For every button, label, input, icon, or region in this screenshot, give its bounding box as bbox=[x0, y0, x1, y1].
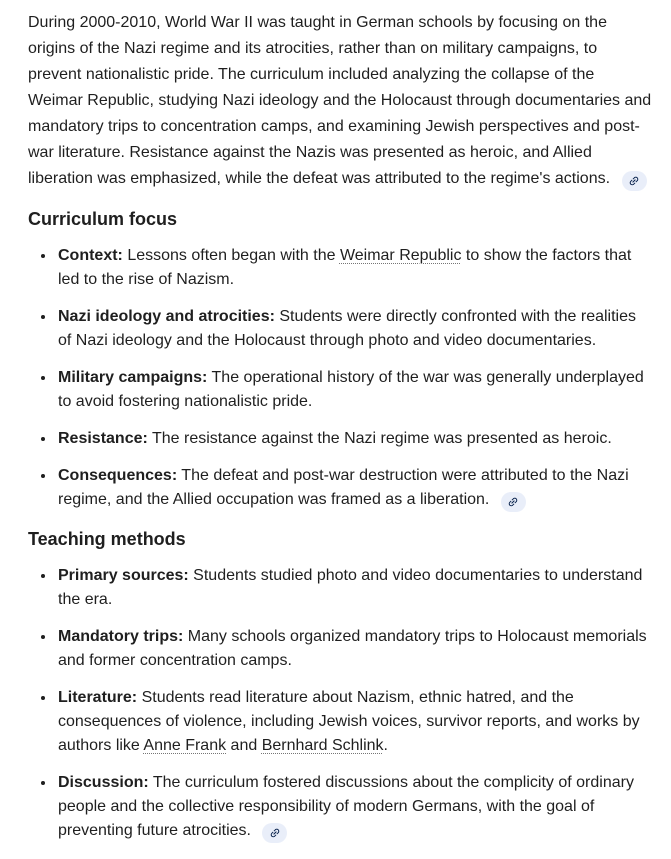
answer-section bbox=[28, 208, 653, 512]
link-icon bbox=[505, 494, 522, 511]
link-icon bbox=[266, 825, 283, 842]
list-item: • Nazi ideology and atrocities: Students were directly confronted with the realities of Nazi ideology and the Holocaust through photo and video documentaries. bbox=[56, 305, 653, 353]
list-item: • Mandatory trips: Many schools organized mandatory trips to Holocaust memorials and former concentration camps. bbox=[56, 625, 653, 673]
bullet-label: Primary sources: bbox=[58, 567, 189, 584]
intro-citation-slot bbox=[610, 170, 646, 187]
bullet-list bbox=[28, 564, 653, 843]
citation-chip[interactable] bbox=[622, 171, 647, 191]
inline-link[interactable]: Bernhard Schlink bbox=[261, 737, 384, 754]
bullet-label: Context: bbox=[58, 247, 123, 264]
list-item: • Discussion: The curriculum fostered discussions about the complicity of ordinary people and the collective responsibility of modern Germans, with the goal of preventing future atrocities. bbox=[56, 771, 653, 843]
citation-chip[interactable] bbox=[501, 492, 526, 512]
bullet-label: Resistance: bbox=[58, 430, 148, 447]
list-item: • Context: Lessons often began with the Weimar Republic to show the factors that led to the rise of Nazism. bbox=[56, 244, 653, 292]
citation-chip[interactable] bbox=[262, 823, 287, 843]
list-item: • Literature: Students read literature about Nazism, ethnic hatred, and the consequences of violence, including Jewish voices, survivor reports, and works by authors like Anne Frank and Bernhard Schlink. bbox=[56, 686, 653, 758]
section-heading: Teaching methods bbox=[28, 529, 186, 549]
inline-link[interactable]: Anne Frank bbox=[143, 737, 227, 754]
bullet-list bbox=[28, 244, 653, 512]
inline-link[interactable]: Weimar Republic bbox=[339, 247, 462, 264]
bullet-label: Military campaigns: bbox=[58, 369, 208, 386]
sections bbox=[28, 208, 653, 843]
bullet-label: Literature: bbox=[58, 689, 138, 706]
list-item: • Military campaigns: The operational history of the war was generally underplayed to avoid fostering nationalistic pride. bbox=[56, 366, 653, 414]
list-item: • Resistance: The resistance against the Nazi regime was presented as heroic. bbox=[56, 427, 653, 451]
link-icon bbox=[626, 173, 643, 190]
answer-section bbox=[28, 528, 653, 843]
bullet-label: Nazi ideology and atrocities: bbox=[58, 308, 275, 325]
list-item: • Primary sources: Students studied photo and video documentaries to understand the era. bbox=[56, 564, 653, 612]
list-item: • Consequences: The defeat and post-war destruction were attributed to the Nazi regime, and the Allied occupation was framed as a liberation. bbox=[56, 464, 653, 512]
intro-text: During 2000-2010, World War II was taught in German schools by focusing on the origins of the Nazi regime and its atrocities, rather than on military campaigns, to prevent nationalistic pride. The curriculum included analyzing the collapse of the Weimar Republic, studying Nazi ideology and the Holocaust through documentaries and mandatory trips to concentration camps, and examining Jewish perspectives and post-war literature. Resistance against the Nazis was presented as heroic, and Allied liberation was emphasized, while the defeat was attributed to the regime's actions. bbox=[28, 14, 652, 187]
bullet-label: Mandatory trips: bbox=[58, 628, 184, 645]
bullet-label: Discussion: bbox=[58, 774, 149, 791]
section-heading: Curriculum focus bbox=[28, 209, 178, 229]
intro-paragraph bbox=[28, 10, 653, 192]
bullet-label: Consequences: bbox=[58, 467, 178, 484]
